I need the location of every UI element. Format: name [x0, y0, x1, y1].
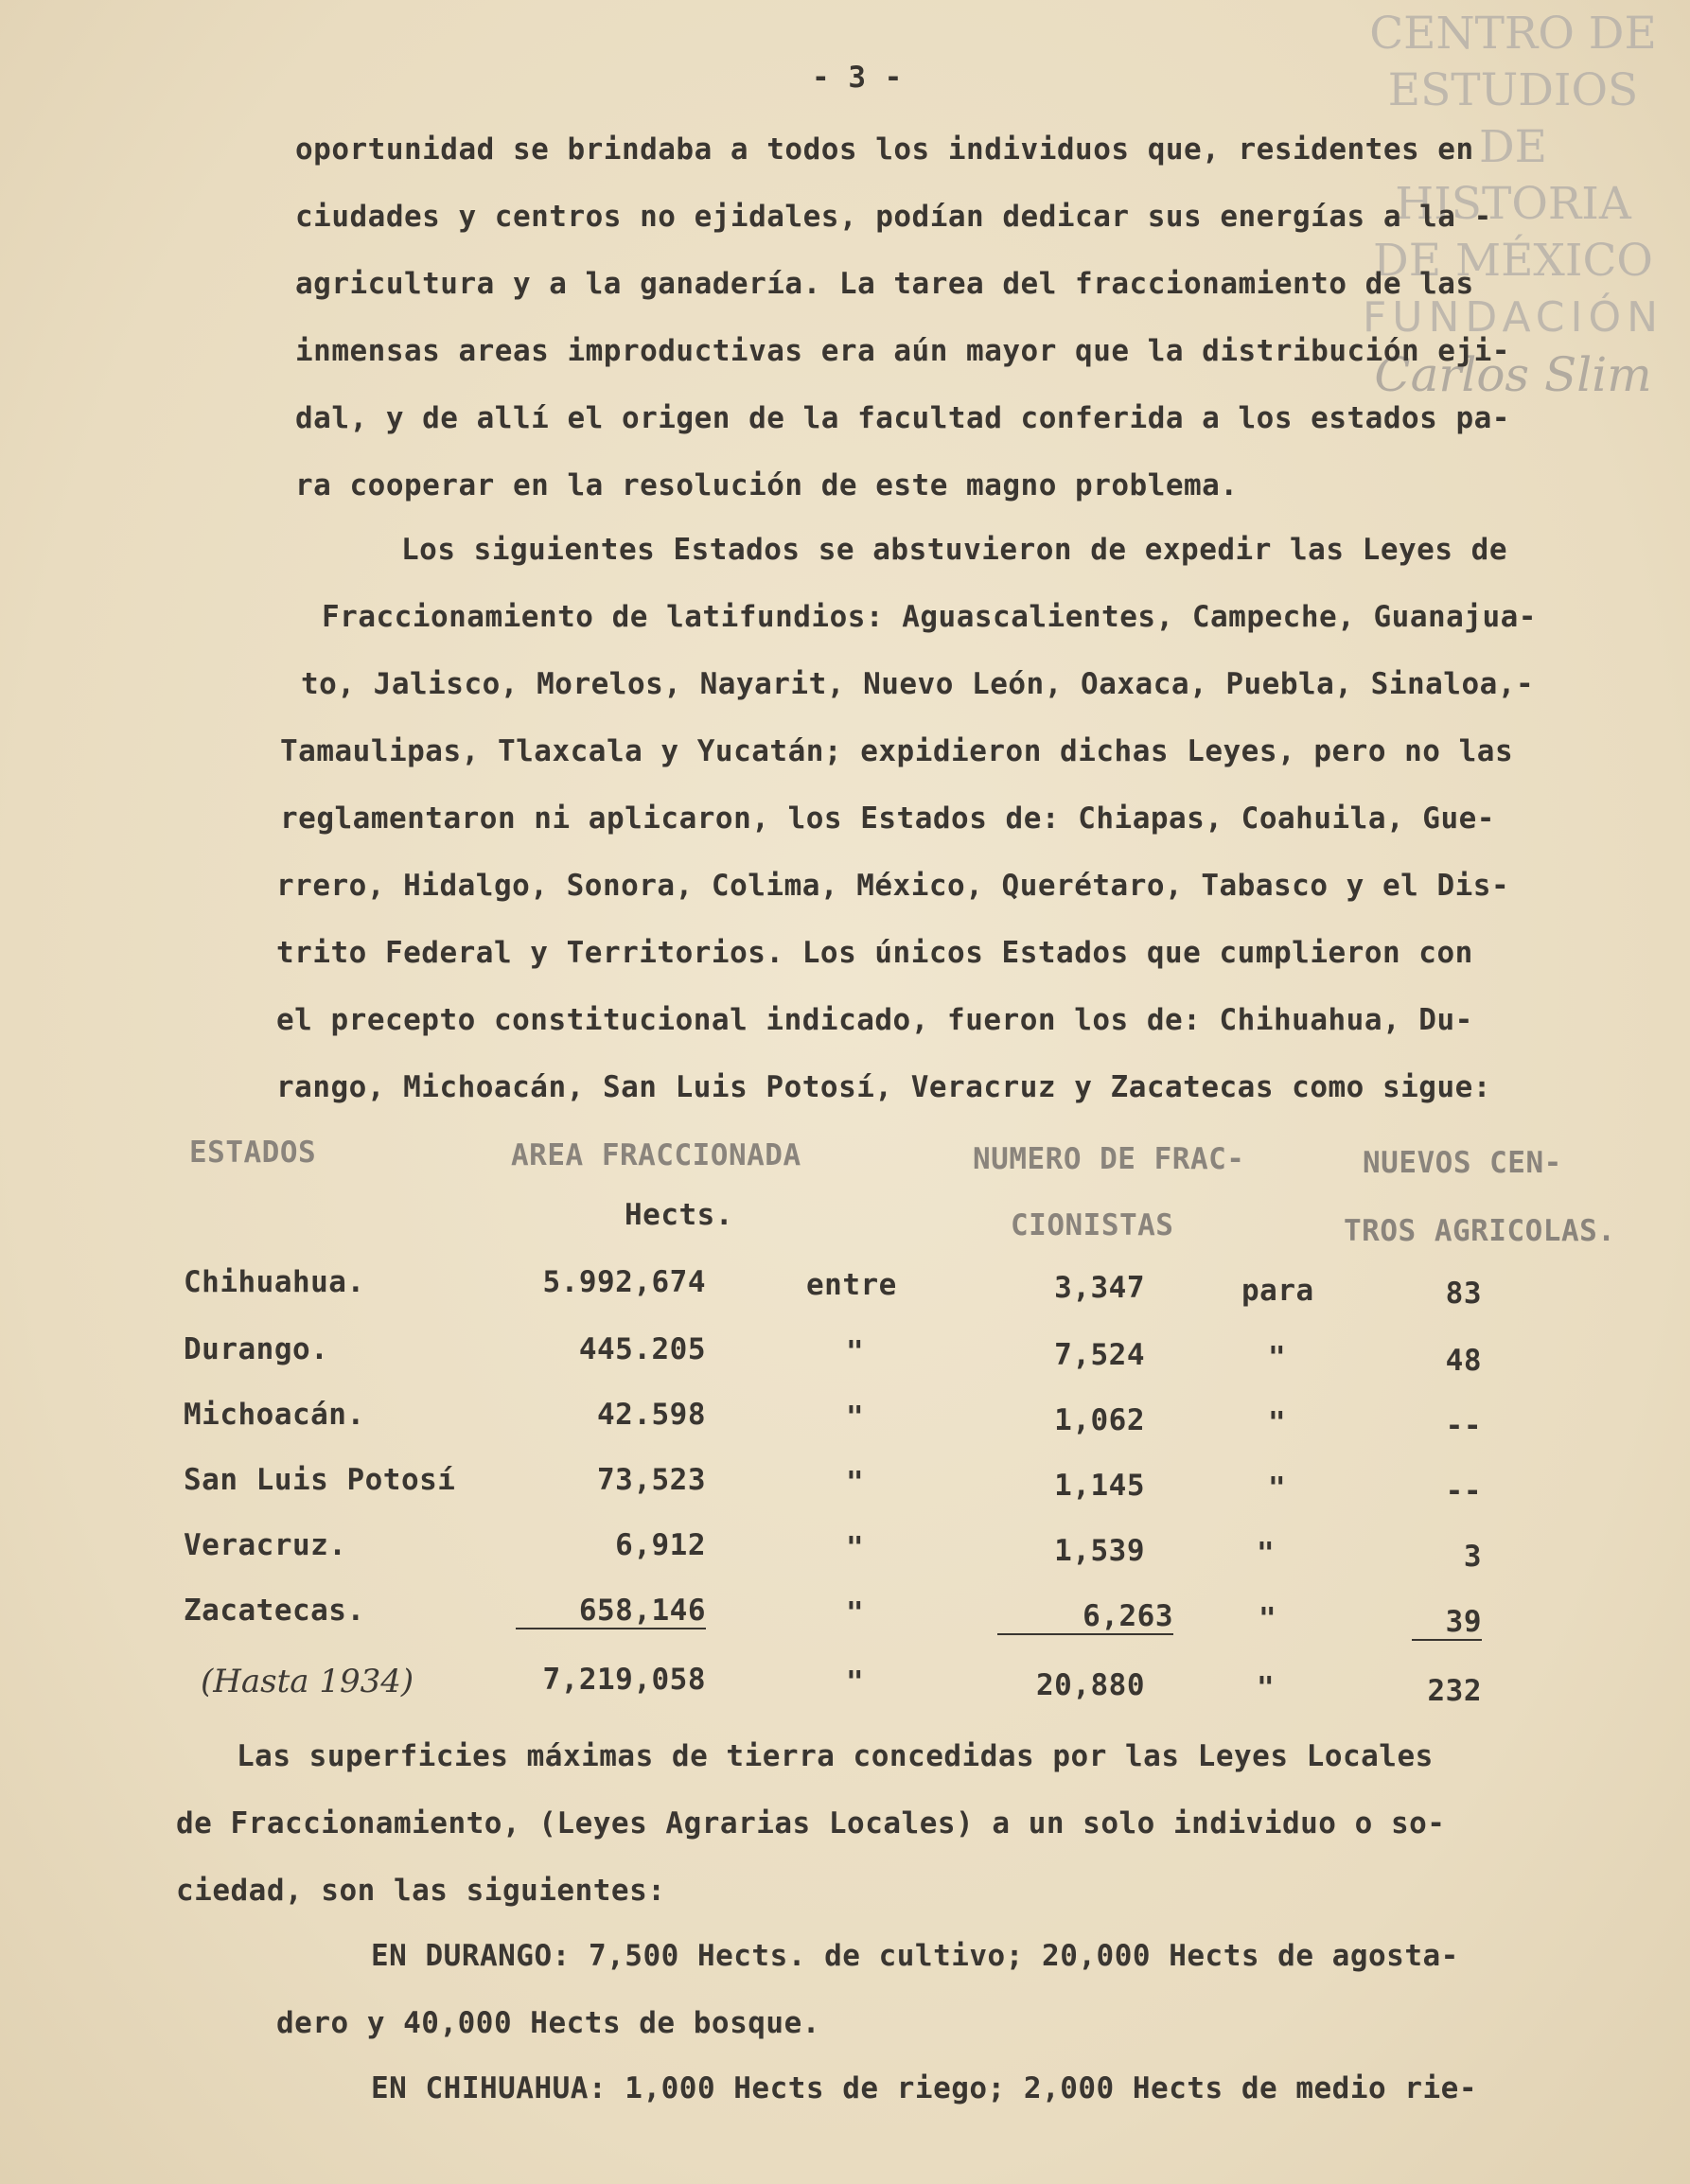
td-centros: --: [1445, 1409, 1482, 1443]
p2-line-1: Los siguientes Estados se abstuvieron de expedir las Leyes de: [401, 533, 1507, 567]
p2-line-5: reglamentaron ni aplicaron, los Estados de: Chiapas, Coahuila, Gue-: [280, 801, 1495, 836]
td-state: Veracruz.: [184, 1528, 347, 1562]
td-sep1: ": [846, 1335, 865, 1369]
td-fraccionistas: 7,524: [1054, 1338, 1145, 1372]
p2-line-9: rango, Michoacán, San Luis Potosí, Veracruz y Zacatecas como sigue:: [276, 1070, 1491, 1104]
p2-line-4: Tamaulipas, Tlaxcala y Yucatán; expidieron dichas Leyes, pero no las: [280, 734, 1514, 768]
td-sep2: ": [1268, 1406, 1287, 1440]
total-sep2: ": [1257, 1671, 1276, 1705]
p1-line-3: agricultura y a la ganadería. La tarea del fraccionamiento de las: [295, 267, 1474, 301]
p2-line-6: rrero, Hidalgo, Sonora, Colima, México, Querétaro, Tabasco y el Dis-: [276, 869, 1510, 903]
durango-line-2: dero y 40,000 Hects de bosque.: [276, 2006, 820, 2040]
td-state: San Luis Potosí: [184, 1463, 456, 1497]
handwritten-note: (Hasta 1934): [201, 1663, 414, 1700]
td-state: Durango.: [184, 1332, 329, 1366]
p1-line-2: ciudades y centros no ejidales, podían dedicar sus energías a la -: [295, 200, 1492, 234]
th-nuevos-2: TROS AGRICOLAS.: [1344, 1214, 1616, 1248]
p1-line-4: inmensas areas improductivas era aún mayor que la distribución eji-: [295, 334, 1510, 368]
p3-line-3: ciedad, son las siguientes:: [176, 1874, 666, 1908]
th-fraccionistas-1: NUMERO DE FRAC-: [973, 1142, 1245, 1176]
total-area: 7,219,058: [542, 1663, 706, 1697]
p1-line-5: dal, y de allí el origen de la facultad conferida a los estados pa-: [295, 401, 1510, 435]
p3-line-2: de Fraccionamiento, (Leyes Agrarias Locales) a un solo individuo o so-: [176, 1806, 1446, 1841]
td-sep1: ": [846, 1400, 865, 1435]
durango-line-1: EN DURANGO: 7,500 Hects. de cultivo; 20,000 Hects de agosta-: [371, 1939, 1459, 1973]
total-centros: 232: [1427, 1674, 1482, 1708]
td-area: 5.992,674: [542, 1265, 706, 1299]
th-area-unit: Hects.: [625, 1198, 733, 1232]
td-centros: 39: [1412, 1605, 1482, 1641]
th-fraccionistas-2: CIONISTAS: [1011, 1208, 1174, 1242]
td-sep1: entre: [806, 1268, 897, 1302]
td-fraccionistas: 1,062: [1054, 1403, 1145, 1437]
td-centros: 48: [1445, 1344, 1482, 1378]
total-fraccionistas: 20,880: [1036, 1668, 1145, 1702]
watermark-line-4: DE MÉXICO: [1373, 235, 1653, 287]
td-sep2: ": [1257, 1537, 1276, 1571]
td-area: 445.205: [578, 1332, 706, 1366]
p2-line-3: to, Jalisco, Morelos, Nayarit, Nuevo León, Oaxaca, Puebla, Sinaloa,-: [301, 667, 1535, 701]
th-area: AREA FRACCIONADA: [511, 1138, 801, 1172]
td-centros: --: [1445, 1474, 1482, 1508]
p2-line-7: trito Federal y Territorios. Los únicos Estados que cumplieron con: [276, 936, 1473, 970]
watermark-line-5: FUNDACIÓN: [1362, 293, 1664, 342]
watermark-line-1: CENTRO DE: [1369, 8, 1657, 60]
watermark-line-2: ESTUDIOS: [1387, 64, 1639, 116]
td-fraccionistas: 1,145: [1054, 1469, 1145, 1503]
td-fraccionistas: 1,539: [1054, 1534, 1145, 1568]
p1-line-6: ra cooperar en la resolución de este magno problema.: [295, 468, 1239, 502]
td-state: Michoacán.: [184, 1398, 365, 1432]
td-state: Chihuahua.: [184, 1265, 365, 1299]
td-sep1: ": [846, 1531, 865, 1565]
td-area: 658,146: [516, 1594, 706, 1629]
p1-line-1: oportunidad se brindaba a todos los individuos que, residentes en: [295, 132, 1474, 167]
td-area: 73,523: [597, 1463, 706, 1497]
td-sep2: ": [1259, 1602, 1277, 1636]
td-centros: 3: [1463, 1540, 1482, 1574]
page-number: - 3 -: [812, 61, 903, 95]
td-sep2: ": [1268, 1341, 1287, 1375]
td-state: Zacatecas.: [184, 1594, 365, 1628]
p2-line-8: el precepto constitucional indicado, fueron los de: Chihuahua, Du-: [276, 1003, 1473, 1037]
td-area: 6,912: [615, 1528, 706, 1562]
chihuahua-line-1: EN CHIHUAHUA: 1,000 Hects de riego; 2,000 Hects de medio rie-: [371, 2071, 1477, 2105]
p3-line-1: Las superficies máximas de tierra concedidas por las Leyes Locales: [237, 1739, 1434, 1773]
td-sep1: ": [846, 1466, 865, 1500]
td-sep2: ": [1268, 1471, 1287, 1506]
watermark-signature: Carlos Slim: [1374, 347, 1652, 402]
td-centros: 83: [1445, 1277, 1482, 1311]
td-fraccionistas: 3,347: [1054, 1271, 1145, 1305]
td-sep2: para: [1241, 1274, 1314, 1308]
th-estados: ESTADOS: [189, 1136, 317, 1170]
td-sep1: ": [846, 1596, 865, 1630]
watermark-line-3: DE HISTORIA: [1395, 121, 1631, 230]
th-nuevos-1: NUEVOS CEN-: [1363, 1146, 1562, 1180]
td-fraccionistas: 6,263: [997, 1599, 1173, 1635]
td-area: 42.598: [597, 1398, 706, 1432]
total-sep1: ": [846, 1665, 865, 1700]
p2-line-2: Fraccionamiento de latifundios: Aguascalientes, Campeche, Guanajua-: [322, 600, 1537, 634]
